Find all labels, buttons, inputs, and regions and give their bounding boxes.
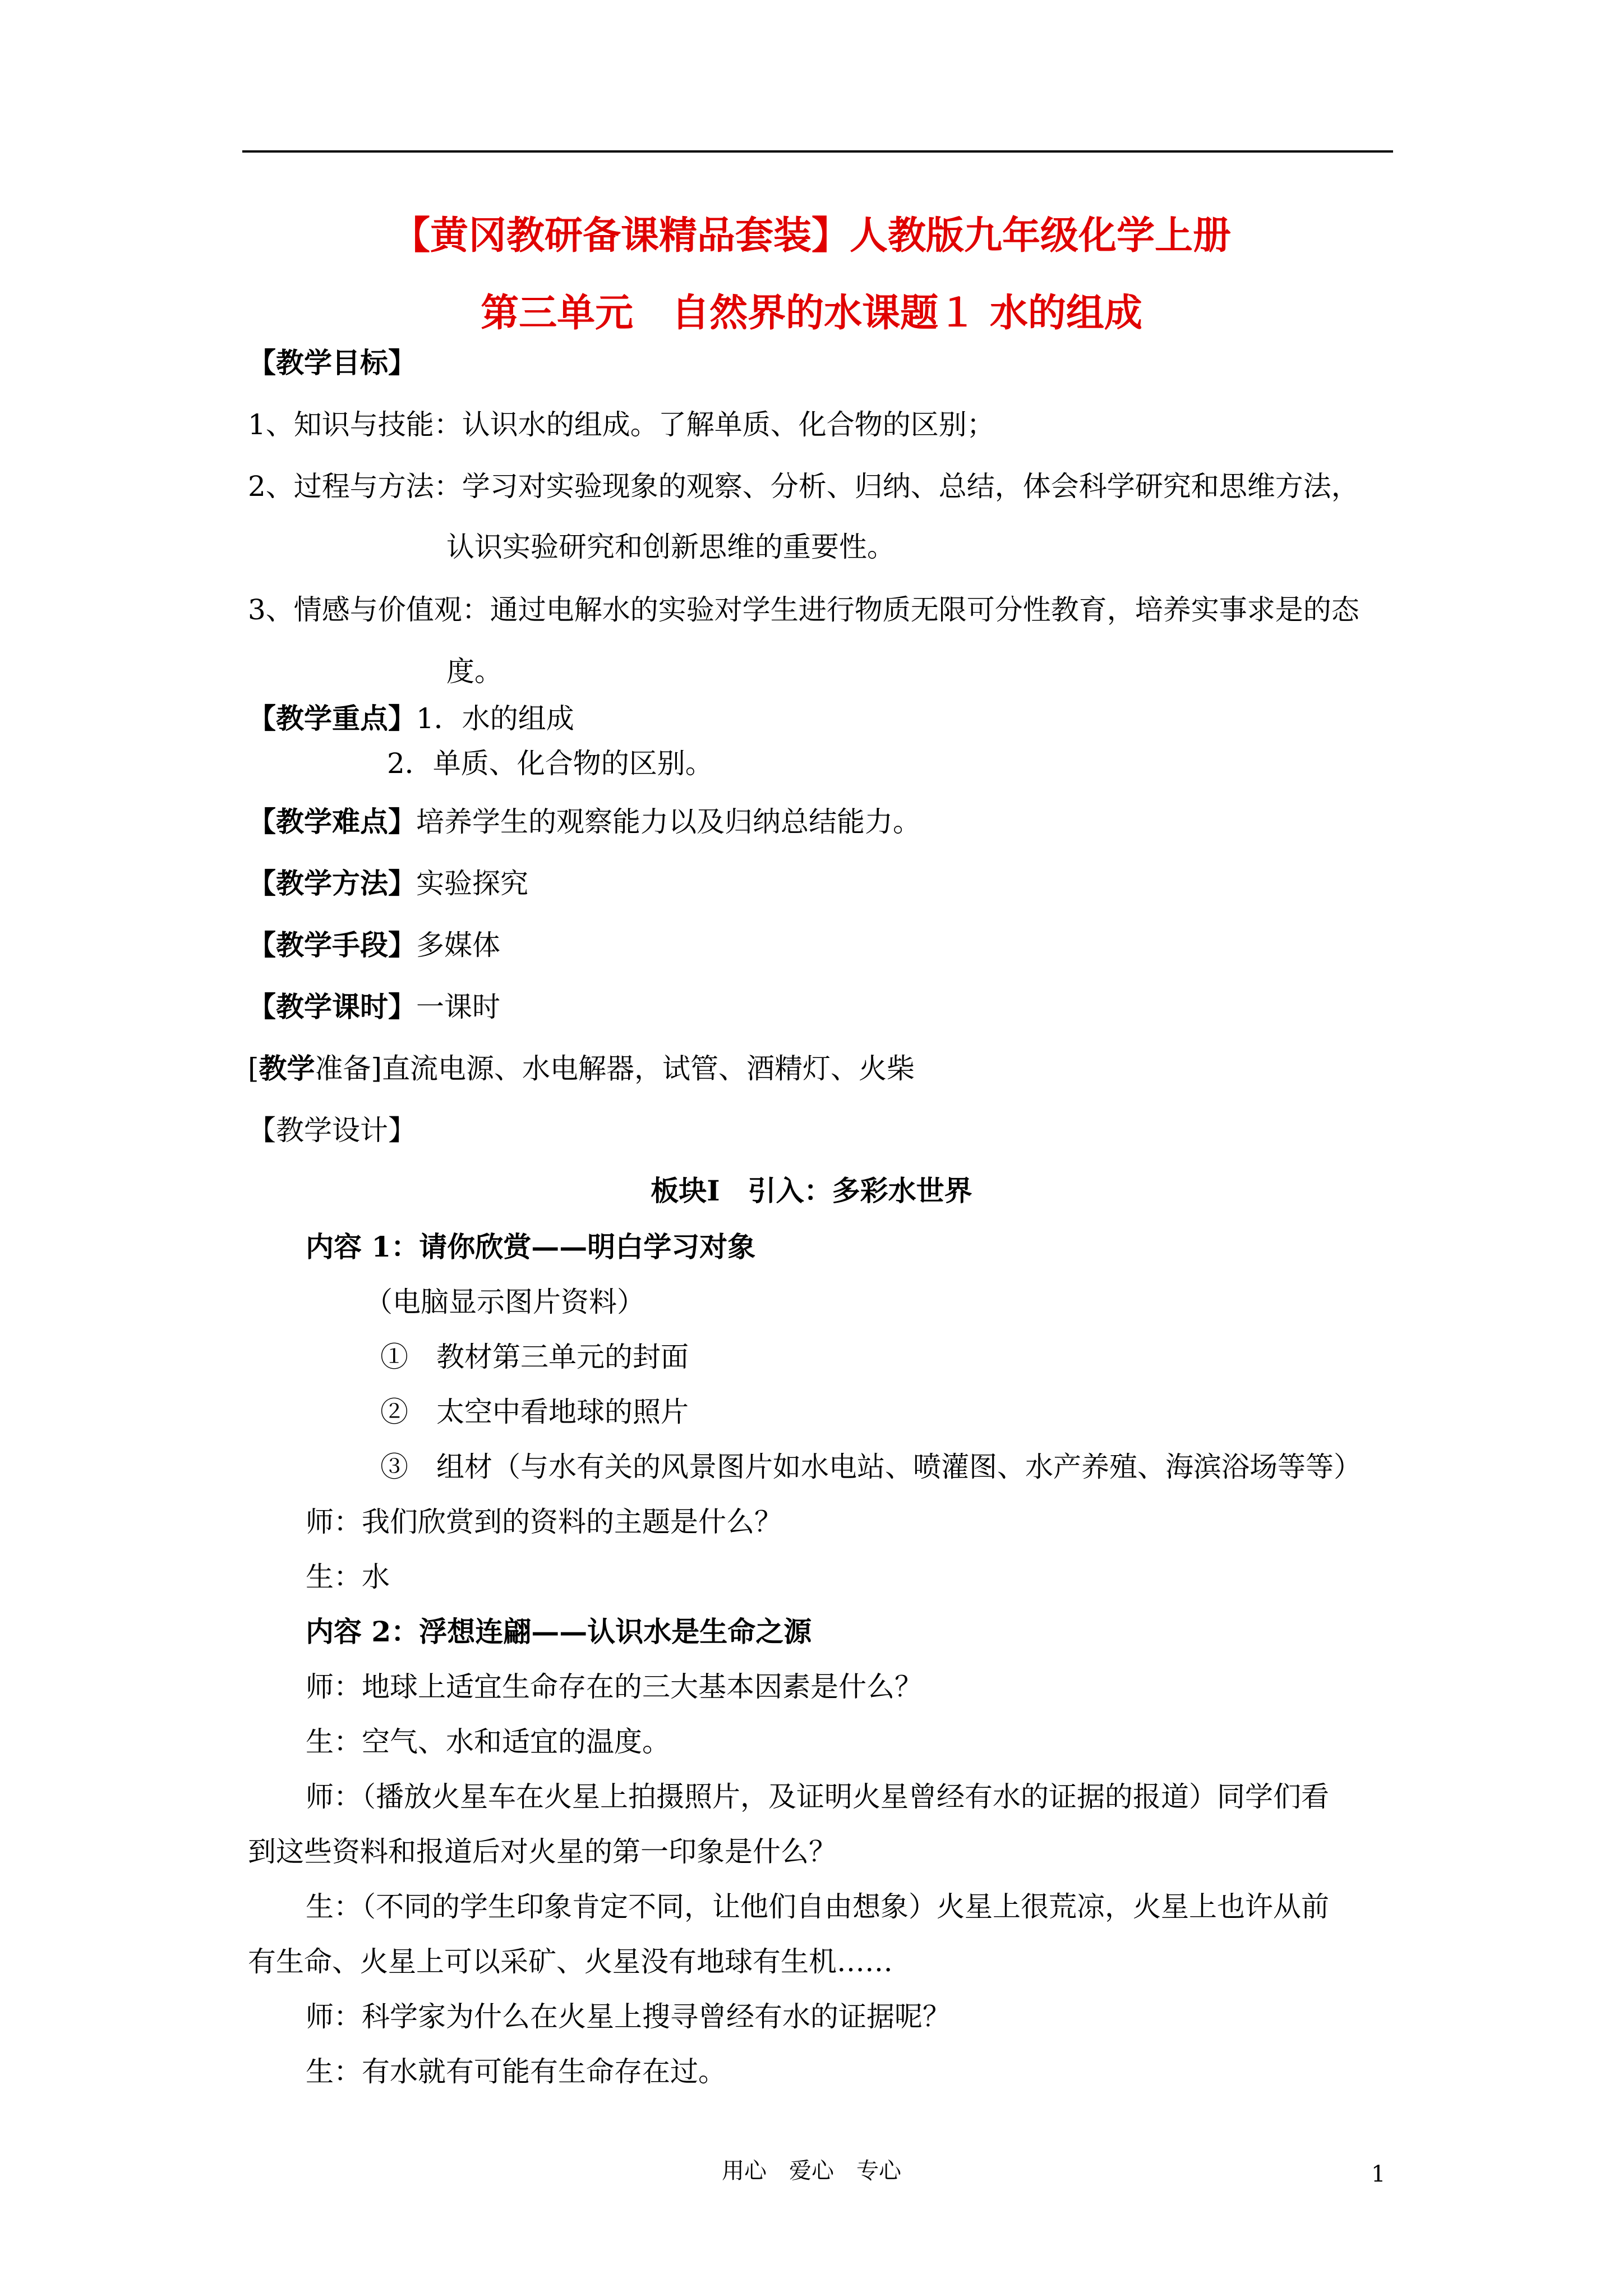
content2-question-2-line2: 到这些资料和报道后对火星的第一印象是什么？ [248, 1835, 837, 1868]
key-points-row [248, 702, 574, 735]
prep-row [248, 1052, 915, 1085]
difficulty-label: 【教学难点】 [248, 805, 416, 838]
objective-3-line1: 3、情感与价值观：通过电解水的实验对学生进行物质无限可分性教育，培养实事求是的态 [248, 593, 1359, 626]
method-label: 【教学方法】 [248, 867, 416, 900]
content2-question-3: 师：科学家为什么在火星上搜寻曾经有水的证据呢？ [306, 2000, 951, 2033]
means-row [248, 928, 500, 961]
design-label: 【教学设计】 [248, 1114, 416, 1147]
difficulty-text: 培养学生的观察能力以及归纳总结能力。 [416, 806, 921, 838]
objective-2-line2: 认识实验研究和创新思维的重要性。 [446, 531, 895, 563]
prep-label-bold: 教学 [259, 1052, 315, 1085]
content2-answer-3: 生：有水就有可能有生命存在过。 [306, 2055, 726, 2088]
content2-question-2-line1: 师：（播放火星车在火星上拍摄照片，及证明火星曾经有水的证据的报道）同学们看 [306, 1780, 1329, 1813]
prep-label-open: [ [248, 1052, 259, 1085]
content1-answer: 生：水 [306, 1561, 390, 1593]
difficulty-row [248, 805, 921, 838]
period-row [248, 990, 500, 1023]
period-label: 【教学课时】 [248, 990, 416, 1023]
content1-item-3: ③ 组材（与水有关的风景图片如水电站、喷灌图、水产养殖、海滨浴场等等） [380, 1451, 1362, 1483]
content2-answer-1: 生：空气、水和适宜的温度。 [306, 1726, 670, 1758]
objective-2-line1: 2、过程与方法：学习对实验现象的观察、分析、归纳、总结，体会科学研究和思维方法， [248, 470, 1359, 503]
objectives-label: 【教学目标】 [248, 346, 416, 379]
means-text: 多媒体 [416, 929, 500, 961]
objective-3-line2: 度。 [446, 655, 502, 688]
content2-question-1: 师：地球上适宜生命存在的三大基本因素是什么？ [306, 1671, 923, 1703]
content1-question: 师：我们欣赏到的资料的主题是什么？ [306, 1506, 782, 1538]
prep-text: 直流电源、水电解器，试管、酒精灯、火柴 [382, 1052, 915, 1085]
objective-1: 1、知识与技能：认识水的组成。了解单质、化合物的区别； [248, 408, 995, 441]
page-number: 1 [1371, 2161, 1386, 2187]
key-point-1: 1．水的组成 [416, 702, 574, 735]
document-subtitle: 第三单元 自然界的水课题１ 水的组成 [481, 291, 1142, 335]
method-text: 实验探究 [416, 867, 528, 900]
section-title: 板块Ⅰ 引入：多彩水世界 [651, 1174, 972, 1207]
means-label: 【教学手段】 [248, 928, 416, 961]
key-points-label: 【教学重点】 [248, 702, 416, 735]
document-title: 【黄冈教研备课精品套装】人教版九年级化学上册 [391, 213, 1231, 258]
content2-answer-2-line2: 有生命、火星上可以采矿、火星没有地球有生机…… [248, 1945, 893, 1978]
content2-heading: 内容 2：浮想连翩——认识水是生命之源 [306, 1615, 812, 1648]
content2-answer-2-line1: 生：（不同的学生印象肯定不同，让他们自由想象）火星上很荒凉，火星上也许从前 [306, 1890, 1329, 1923]
header-rule [242, 150, 1393, 153]
method-row [248, 869, 528, 898]
footer-motto: 用心 爱心 专心 [722, 2158, 901, 2184]
content1-note: （电脑显示图片资料） [365, 1286, 645, 1318]
content1-heading: 内容 1：请你欣赏——明白学习对象 [306, 1230, 756, 1263]
content1-item-2: ② 太空中看地球的照片 [380, 1396, 689, 1428]
key-point-2: 2．单质、化合物的区别。 [387, 747, 713, 780]
content1-item-1: ① 教材第三单元的封面 [380, 1341, 689, 1373]
period-text: 一课时 [416, 991, 500, 1023]
prep-label-rest: 准备] [315, 1052, 382, 1085]
